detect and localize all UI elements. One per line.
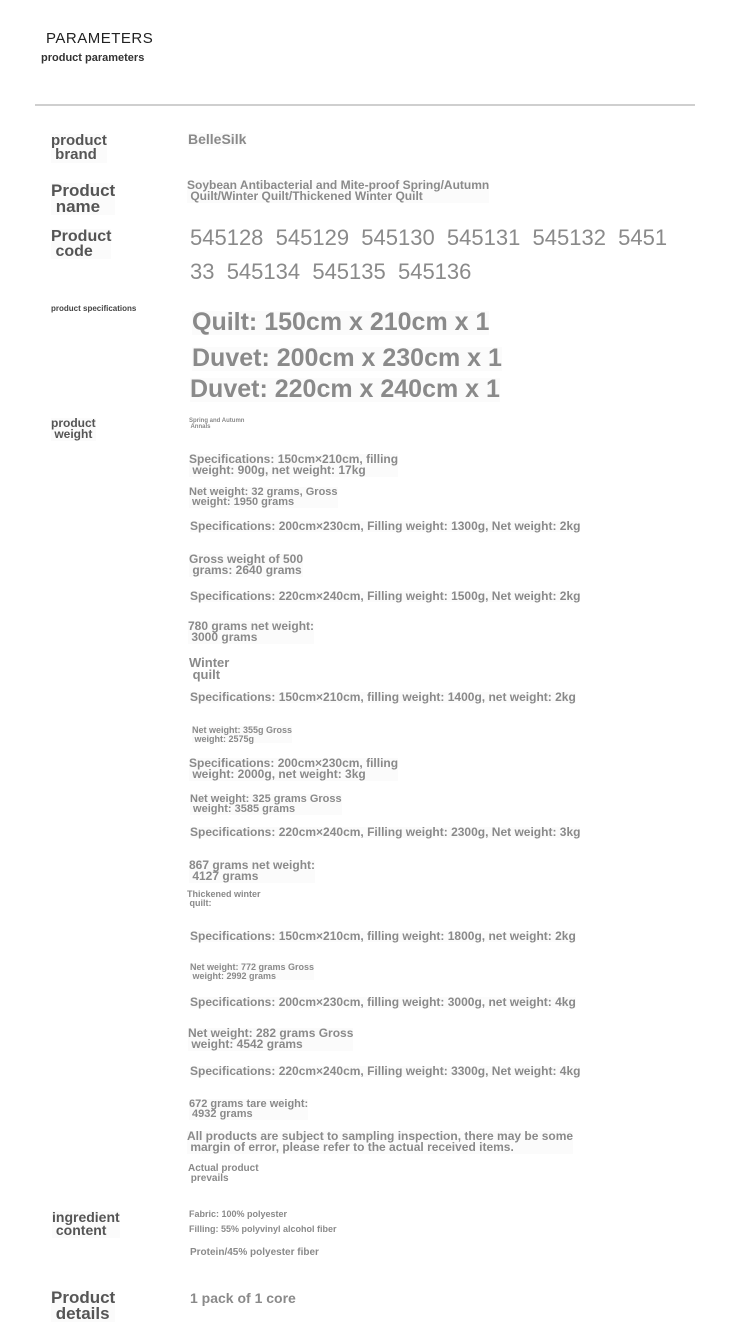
spring-spec-2: Specifications: 200cm×230cm, Filling weight: 1300g, Net weight: 2kg: [190, 519, 581, 533]
label-weight: product weight: [51, 416, 96, 442]
thick-spec-3: Specifications: 220cm×240cm, Filling weight: 3300g, Net weight: 4kg: [190, 1064, 581, 1078]
value-spec-1: Quilt: 150cm x 210cm x 1: [192, 308, 490, 336]
label-name: Product name: [51, 181, 116, 217]
ingredient-filling: Filling: 55% polyvinyl alcohol fiber: [189, 1224, 337, 1234]
winter-spec-1: Specifications: 150cm×210cm, filling weight: 1400g, net weight: 2kg: [190, 690, 576, 704]
label-details: Product details: [51, 1288, 116, 1324]
value-spec-2: Duvet: 200cm x 230cm x 1: [192, 344, 502, 372]
label-ingredient: ingredient content: [52, 1209, 120, 1239]
spring-weight-2: Gross weight of 500 grams: 2640 grams: [189, 552, 304, 578]
spring-spec-3: Specifications: 220cm×240cm, Filling weight: 1500g, Net weight: 2kg: [190, 589, 581, 603]
spring-autumn-title: Spring and Autumn Annals: [189, 418, 245, 430]
value-spec-3: Duvet: 220cm x 240cm x 1: [190, 375, 500, 403]
winter-title: Winter quilt: [189, 655, 230, 683]
winter-weight-3: 867 grams net weight: 4127 grams: [189, 858, 316, 884]
thick-title: Thickened winter quilt:: [187, 889, 261, 908]
value-name: Soybean Antibacterial and Mite-proof Spring/Autumn Quilt/Winter Quilt/Thickened Winter Quilt: [187, 178, 490, 204]
thick-weight-2: Net weight: 282 grams Gross weight: 4542 grams: [188, 1026, 354, 1052]
spring-weight-3: 780 grams net weight: 3000 grams: [188, 619, 315, 645]
value-code-line2: 33 545134 545135 545136: [190, 259, 472, 284]
page-title: PARAMETERS: [46, 30, 154, 47]
thick-spec-2: Specifications: 200cm×230cm, filling weight: 3000g, net weight: 4kg: [190, 995, 576, 1009]
inspection-note: All products are subject to sampling inspection, there may be some margin of error, please refer to the actual received items.: [187, 1129, 574, 1155]
thick-weight-3: 672 grams tare weight: 4932 grams: [189, 1098, 309, 1121]
value-brand: BelleSilk: [188, 131, 247, 147]
label-brand: product brand: [51, 132, 107, 164]
ingredient-fabric: Fabric: 100% polyester: [189, 1209, 288, 1219]
label-specs: product specifications: [51, 304, 137, 313]
actual-product-note: Actual product prevails: [188, 1163, 259, 1184]
winter-weight-2: Net weight: 325 grams Gross weight: 3585 grams: [190, 793, 342, 816]
page-subtitle: product parameters: [41, 52, 145, 64]
divider: [35, 104, 695, 106]
winter-spec-3: Specifications: 220cm×240cm, Filling weight: 2300g, Net weight: 3kg: [190, 825, 581, 839]
thick-weight-1: Net weight: 772 grams Gross weight: 2992 grams: [190, 962, 315, 981]
label-code: Product code: [51, 228, 112, 261]
spring-spec-1: Specifications: 150cm×210cm, filling weight: 900g, net weight: 17kg: [189, 452, 399, 478]
details-pack: 1 pack of 1 core: [190, 1290, 296, 1306]
value-code-line1: 545128 545129 545130 545131 545132 5451: [190, 225, 668, 250]
winter-weight-1: Net weight: 355g Gross weight: 2575g: [192, 725, 293, 744]
spring-weight-1: Net weight: 32 grams, Gross weight: 1950 grams: [189, 486, 338, 509]
ingredient-protein: Protein/45% polyester fiber: [190, 1247, 319, 1258]
winter-spec-2: Specifications: 200cm×230cm, filling weight: 2000g, net weight: 3kg: [189, 756, 399, 782]
thick-spec-1: Specifications: 150cm×210cm, filling weight: 1800g, net weight: 2kg: [190, 929, 576, 943]
